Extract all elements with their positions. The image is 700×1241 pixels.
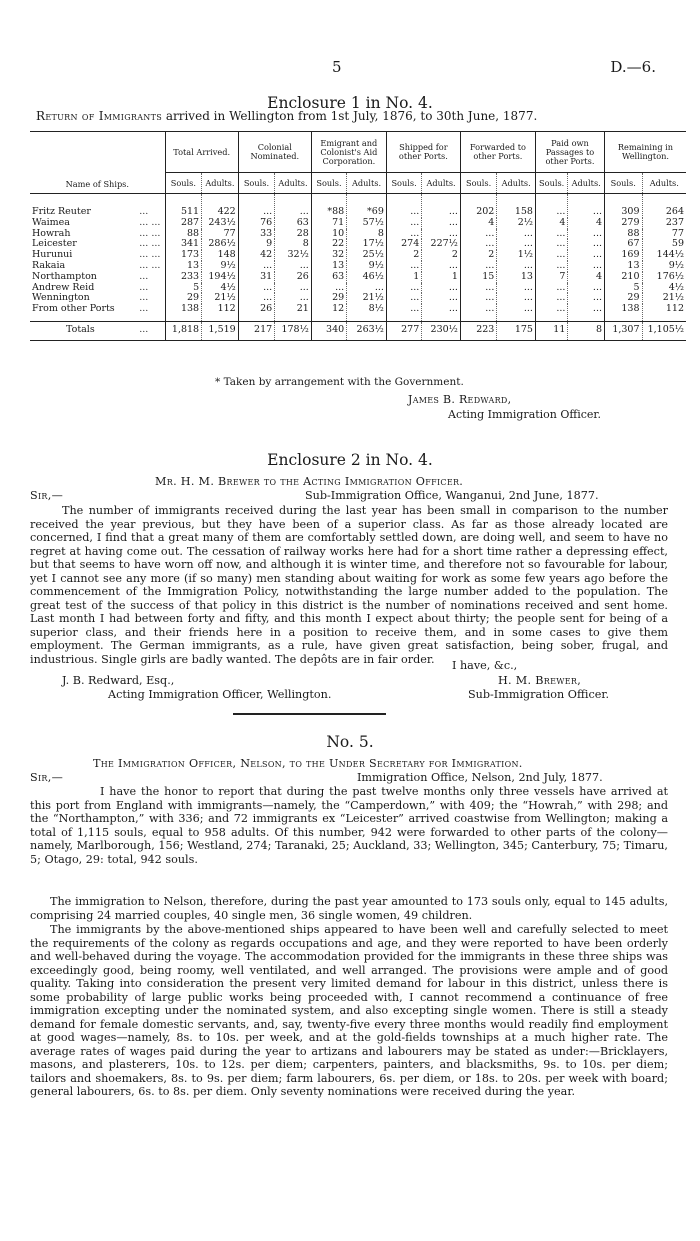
- table-cell: 13: [497, 272, 536, 283]
- leader-dots: ...: [139, 281, 149, 293]
- table-cell: 46½: [347, 272, 387, 283]
- table-cell: 2½: [497, 218, 536, 229]
- table-cell: 210: [604, 272, 642, 283]
- ship-name: Andrew Reid: [32, 281, 95, 293]
- table-cell: 217: [238, 321, 274, 340]
- document-code: D.—6.: [610, 58, 656, 76]
- table-cell: 13: [165, 261, 201, 272]
- no5-paragraph-2: The immigration to Nelson, therefore, during the past year amounted to 173 souls only, equal to 145 adults, comprising 24 married couples, 40 single men, 36 single women, 49 children.: [30, 895, 668, 922]
- table-cell: 2: [386, 250, 421, 261]
- table-cell: 1,307: [604, 321, 642, 340]
- table-cell: ...: [460, 304, 496, 321]
- table-cell: ...: [535, 239, 567, 250]
- table-cell: 10: [311, 229, 346, 240]
- table-cell: 176½: [642, 272, 686, 283]
- table-cell: ...: [238, 261, 274, 272]
- leader-dots: ...: [139, 270, 149, 282]
- table-cell: 148: [202, 250, 239, 261]
- table-cell: ...: [535, 250, 567, 261]
- adults-subheader: Adults.: [497, 173, 536, 194]
- table-cell: ...: [386, 261, 421, 272]
- table-row: [30, 293, 686, 304]
- page-number: 5: [332, 58, 342, 76]
- table-cell: 5: [604, 283, 642, 294]
- table-cell: 67: [604, 239, 642, 250]
- leader-dots: ... ...: [139, 238, 161, 250]
- table-cell: 1: [422, 272, 461, 283]
- table-cell: ...: [238, 194, 274, 218]
- table-cell: 264: [642, 194, 686, 218]
- table-cell: ...: [460, 261, 496, 272]
- table-cell: ...: [275, 194, 312, 218]
- table-footnote: * Taken by arrangement with the Government.: [215, 376, 464, 388]
- no5-paragraph-3: The immigrants by the above-mentioned ships appeared to have been well and carefully selected to meet the requirements of the colony as regards occupations and age, and they were reported to have been orderly and well-behaved during the voyage. The accommodation provided for the immigrants in these three ships was exceedingly good, being roomy, well ventilated, and well arranged. The provisions were ample and of good quality. Taking into consideration the present very limited demand for labour in this district, unless there is some probability of large public works being proceeded with, I cannot recommend a continuance of free immigration excepting under the nominated system, and also excepting single women. There is still a steady demand for female domestic servants, and, say, twenty-five every three months would readily find employment at good wages—namely, 8s. to 10s. per week, and at the gold-fields townships at a much higher rate. The average rates of wages paid during the year to artizans and labourers may be stated as under:—Bricklayers, masons, and plasterers, 10s. to 12s. per diem; carpenters, painters, and blacksmiths, 9s. to 10s. per diem; tailors and shoemakers, 8s. to 9s. per diem; farm labourers, 6s. per diem, or 18s. to 20s. per week with board; general labourers, 6s. to 8s. per diem. Only seventy nominations were received during the year.: [30, 923, 668, 1098]
- table-cell: 112: [642, 304, 686, 321]
- leader-dots: ...: [139, 206, 149, 217]
- table-cell: ...: [422, 194, 461, 218]
- table-cell: 25½: [347, 250, 387, 261]
- table-cell: 4: [568, 272, 605, 283]
- table-cell: ...: [275, 293, 312, 304]
- table-row: [30, 283, 686, 294]
- table-cell: 26: [238, 304, 274, 321]
- table-cell: ...: [422, 261, 461, 272]
- ship-name: Hurunui: [32, 249, 73, 261]
- table-cell: 71: [311, 218, 346, 229]
- table-cell: 7: [535, 272, 567, 283]
- ship-name: Rakaia: [32, 259, 66, 271]
- table-cell: 237: [642, 218, 686, 229]
- table-row: [30, 272, 686, 283]
- table-cell: ...: [275, 261, 312, 272]
- adults-subheader: Adults.: [568, 173, 605, 194]
- group-header: Remaining in Wellington.: [604, 132, 686, 173]
- table-cell: 194½: [202, 272, 239, 283]
- table-cell: 158: [497, 194, 536, 218]
- table-cell: ...: [497, 261, 536, 272]
- table-cell: 286½: [202, 239, 239, 250]
- souls-subheader: Souls.: [311, 173, 346, 194]
- table-cell: 173: [165, 250, 201, 261]
- leader-dots: ... ...: [139, 259, 161, 271]
- table-cell: 1,105½: [642, 321, 686, 340]
- table-cell: ...: [238, 283, 274, 294]
- table-cell: ...: [568, 250, 605, 261]
- table-cell: 144½: [642, 250, 686, 261]
- table-cell: ...: [422, 304, 461, 321]
- enclosure-2-body: The number of immigrants received during the last year has been small in comparison to the number received the year previous, but they have been of a superior class. As far as those already located are concerned, I find that a great many of them are comfortably settled down, are doing well, and seem to have no regret at having come out. The cessation of railway works here had for a short time rather a depressing effect, but that seems to have worn off now, and although it is winter time, and therefore not so favourable for labour, yet I cannot see any more (if so many) men standing about waiting for work as some few years ago before the commencement of the Immigration Policy, notwithstanding the large number added to the population. The great test of the success of that policy in this district is the number of nominations received and sent home. Last month I had between forty and fifty, and this month I expect about thirty; the people sent for being of a superior class, and their friends here in a position to receive them, and in some cases to give them employment. The German immigrants, as a rule, have given great satisfaction, being sober, frugal, and industrious. Single girls are badly wanted. The depôts are in fair order.: [30, 504, 668, 666]
- table-cell: 287: [165, 218, 201, 229]
- adults-subheader: Adults.: [275, 173, 312, 194]
- table-cell: 42: [238, 250, 274, 261]
- table-cell: 243½: [202, 218, 239, 229]
- table-cell: ...: [535, 293, 567, 304]
- table-cell: ...: [568, 293, 605, 304]
- table-cell: 233: [165, 272, 201, 283]
- totals-row: [30, 321, 686, 340]
- souls-subheader: Souls.: [460, 173, 496, 194]
- table-cell: 11: [535, 321, 567, 340]
- ship-name: Waimea: [32, 216, 70, 228]
- table-cell: 1,519: [202, 321, 239, 340]
- table-cell: 57½: [347, 218, 387, 229]
- group-header: Paid own Passages to other Ports.: [535, 132, 604, 173]
- table-cell: ...: [497, 283, 536, 294]
- table-cell: 29: [604, 293, 642, 304]
- adults-subheader: Adults.: [642, 173, 686, 194]
- table-cell: ...: [460, 239, 496, 250]
- table-cell: 138: [604, 304, 642, 321]
- table-cell: ...: [535, 194, 567, 218]
- return-title-rest: arrived in Wellington from 1st July, 1876, to 30th June, 1877.: [165, 109, 538, 123]
- table-cell: 4½: [202, 283, 239, 294]
- table-cell: 4½: [642, 283, 686, 294]
- table-cell: 59: [642, 239, 686, 250]
- table-cell: 4: [535, 218, 567, 229]
- ship-name: Howrah: [32, 227, 71, 239]
- table-cell: ...: [535, 304, 567, 321]
- table-cell: 138: [165, 304, 201, 321]
- ship-name: Fritz Reuter: [32, 206, 91, 217]
- table-row: [30, 229, 686, 240]
- table-cell: 29: [165, 293, 201, 304]
- table-row: [30, 304, 686, 321]
- leader-dots: ...: [139, 292, 149, 304]
- table-row: [30, 261, 686, 272]
- leader-dots: ... ...: [139, 249, 161, 261]
- leader-dots: ...: [137, 304, 165, 321]
- leader-dots: ... ...: [139, 216, 161, 228]
- table-cell: 63: [311, 272, 346, 283]
- table-cell: 13: [604, 261, 642, 272]
- table-cell: ...: [568, 229, 605, 240]
- table-cell: 178½: [275, 321, 312, 340]
- table-cell: ...: [535, 229, 567, 240]
- table-cell: ...: [422, 229, 461, 240]
- table-cell: ...: [347, 283, 387, 294]
- table-cell: 33: [238, 229, 274, 240]
- table-cell: 227½: [422, 239, 461, 250]
- table-cell: ...: [460, 283, 496, 294]
- enclosure-2-from-to: Mr. H. M. Brewer to the Acting Immigration Officer.: [155, 475, 464, 488]
- table-cell: 9: [238, 239, 274, 250]
- table-row: [30, 239, 686, 250]
- table-cell: 4: [460, 218, 496, 229]
- leader-dots: ... ...: [139, 227, 161, 239]
- table-cell: 17½: [347, 239, 387, 250]
- table-cell: ...: [422, 293, 461, 304]
- table-cell: 274: [386, 239, 421, 250]
- leader-dots: ...: [137, 321, 165, 340]
- table-cell: ...: [568, 239, 605, 250]
- table-cell: 202: [460, 194, 496, 218]
- table-cell: 29: [311, 293, 346, 304]
- table-cell: ...: [460, 229, 496, 240]
- table-cell: 32½: [275, 250, 312, 261]
- table-cell: 26: [275, 272, 312, 283]
- enclosure-1-title: Enclosure 1 in No. 4.: [267, 94, 433, 112]
- return-title-lead: Return of Immigrants: [36, 109, 163, 123]
- table-cell: 63: [275, 218, 312, 229]
- table-cell: 12: [311, 304, 346, 321]
- table-cell: 340: [311, 321, 346, 340]
- table-cell: 15: [460, 272, 496, 283]
- table-row: [30, 218, 686, 229]
- section-divider: [233, 713, 386, 715]
- table-cell: 32: [311, 250, 346, 261]
- table-cell: 1,818: [165, 321, 201, 340]
- no5-salutation: Sir,—: [30, 771, 64, 784]
- table-cell: 8: [568, 321, 605, 340]
- table-cell: ...: [568, 261, 605, 272]
- table-cell: ...: [275, 283, 312, 294]
- table-cell: 8½: [347, 304, 387, 321]
- souls-subheader: Souls.: [386, 173, 421, 194]
- table-cell: ...: [422, 218, 461, 229]
- table-cell: 1: [386, 272, 421, 283]
- table-cell: 4: [568, 218, 605, 229]
- signature-name: James B. Redward,: [408, 393, 512, 406]
- table-cell: 21½: [642, 293, 686, 304]
- table-cell: ...: [422, 283, 461, 294]
- table-cell: ...: [568, 194, 605, 218]
- adults-subheader: Adults.: [347, 173, 387, 194]
- no5-title: No. 5.: [326, 733, 374, 751]
- enclosure-2-address: Sub-Immigration Office, Wanganui, 2nd June, 1877.: [305, 489, 599, 502]
- table-cell: 169: [604, 250, 642, 261]
- group-header: Emigrant and Colonist's Aid Corporation.: [311, 132, 386, 173]
- ship-name: Leicester: [32, 238, 77, 250]
- immigrants-return-table: [30, 131, 686, 341]
- signer-name: H. M. Brewer,: [498, 674, 582, 687]
- table-cell: 31: [238, 272, 274, 283]
- table-cell: ...: [386, 229, 421, 240]
- table-cell: 21½: [347, 293, 387, 304]
- ship-name: Wennington: [32, 292, 90, 304]
- no5-paragraph-1: I have the honor to report that during the past twelve months only three vessels have arrived at this port from England with immigrants—namely, the “Camperdown,” with 409; the “Howrah,” with 298; and the “Northampton,” with 336; and 72 immigrants ex “Leicester” arrived coastwise from Wellington; making a total of 1,115 souls, equal to 958 adults. Of this number, 942 were forwarded to other parts of the colony—namely, Marlborough, 156; Westland, 274; Taranaki, 25; Auckland, 33; Wellington, 345; Canterbury, 75; Timaru, 5; Otago, 29: total, 942 souls.: [30, 785, 668, 866]
- table-cell: *88: [311, 194, 346, 218]
- table-cell: 9½: [202, 261, 239, 272]
- signer-title: Sub-Immigration Officer.: [468, 688, 610, 701]
- adults-subheader: Adults.: [422, 173, 461, 194]
- table-cell: 8: [347, 229, 387, 240]
- adults-subheader: Adults.: [202, 173, 239, 194]
- table-cell: 175: [497, 321, 536, 340]
- table-cell: 277: [386, 321, 421, 340]
- table-cell: 279: [604, 218, 642, 229]
- table-row: [30, 250, 686, 261]
- no5-address: Immigration Office, Nelson, 2nd July, 1877.: [357, 771, 603, 784]
- table-cell: 2: [460, 250, 496, 261]
- table-cell: 223: [460, 321, 496, 340]
- souls-subheader: Souls.: [604, 173, 642, 194]
- table-cell: 9½: [347, 261, 387, 272]
- table-cell: ...: [386, 218, 421, 229]
- table-cell: 1½: [497, 250, 536, 261]
- souls-subheader: Souls.: [165, 173, 201, 194]
- table-cell: 341: [165, 239, 201, 250]
- table-cell: ...: [497, 239, 536, 250]
- table-cell: *69: [347, 194, 387, 218]
- enclosure-2-closing: I have, &c.,: [452, 659, 518, 672]
- table-cell: 112: [202, 304, 239, 321]
- table-cell: ...: [460, 293, 496, 304]
- table-cell: ...: [311, 283, 346, 294]
- group-header: Shipped for other Ports.: [386, 132, 460, 173]
- addressee-title: Acting Immigration Officer, Wellington.: [108, 688, 332, 701]
- ship-name: Totals: [30, 321, 137, 340]
- table-cell: 511: [165, 194, 201, 218]
- table-cell: 28: [275, 229, 312, 240]
- enclosure-2-title: Enclosure 2 in No. 4.: [267, 451, 433, 469]
- table-cell: 263½: [347, 321, 387, 340]
- table-cell: ...: [386, 194, 421, 218]
- table-cell: ...: [535, 261, 567, 272]
- group-header: Total Arrived.: [165, 132, 238, 173]
- table-cell: 9½: [642, 261, 686, 272]
- table-cell: ...: [386, 283, 421, 294]
- return-title: [36, 109, 537, 123]
- table-cell: 309: [604, 194, 642, 218]
- table-cell: 88: [604, 229, 642, 240]
- table-cell: ...: [497, 229, 536, 240]
- table-cell: 88: [165, 229, 201, 240]
- table-cell: 77: [202, 229, 239, 240]
- table-cell: ...: [497, 293, 536, 304]
- table-cell: 77: [642, 229, 686, 240]
- table-cell: 2: [422, 250, 461, 261]
- ship-name: From other Ports: [30, 304, 137, 321]
- ship-name: Northampton: [32, 270, 97, 282]
- table-cell: ...: [497, 304, 536, 321]
- table-row: [30, 194, 686, 218]
- group-header: Colonial Nominated.: [238, 132, 311, 173]
- table-cell: ...: [386, 293, 421, 304]
- table-cell: ...: [568, 304, 605, 321]
- table-cell: 5: [165, 283, 201, 294]
- table-cell: 8: [275, 239, 312, 250]
- addressee-name: J. B. Redward, Esq.,: [62, 674, 175, 687]
- souls-subheader: Souls.: [238, 173, 274, 194]
- name-of-ships-header: Name of Ships.: [30, 132, 165, 194]
- table-cell: 230½: [422, 321, 461, 340]
- table-cell: ...: [238, 293, 274, 304]
- table-cell: 21½: [202, 293, 239, 304]
- table-cell: 13: [311, 261, 346, 272]
- souls-subheader: Souls.: [535, 173, 567, 194]
- table-cell: ...: [568, 283, 605, 294]
- table-cell: ...: [535, 283, 567, 294]
- table-cell: 76: [238, 218, 274, 229]
- group-header: Forwarded to other Ports.: [460, 132, 535, 173]
- table-cell: ...: [386, 304, 421, 321]
- table-cell: 422: [202, 194, 239, 218]
- no5-from-to: The Immigration Officer, Nelson, to the Under Secretary for Immigration.: [93, 757, 523, 770]
- signature-title: Acting Immigration Officer.: [448, 408, 601, 421]
- table-cell: 21: [275, 304, 312, 321]
- table-cell: 22: [311, 239, 346, 250]
- enclosure-2-salutation: Sir,—: [30, 489, 64, 502]
